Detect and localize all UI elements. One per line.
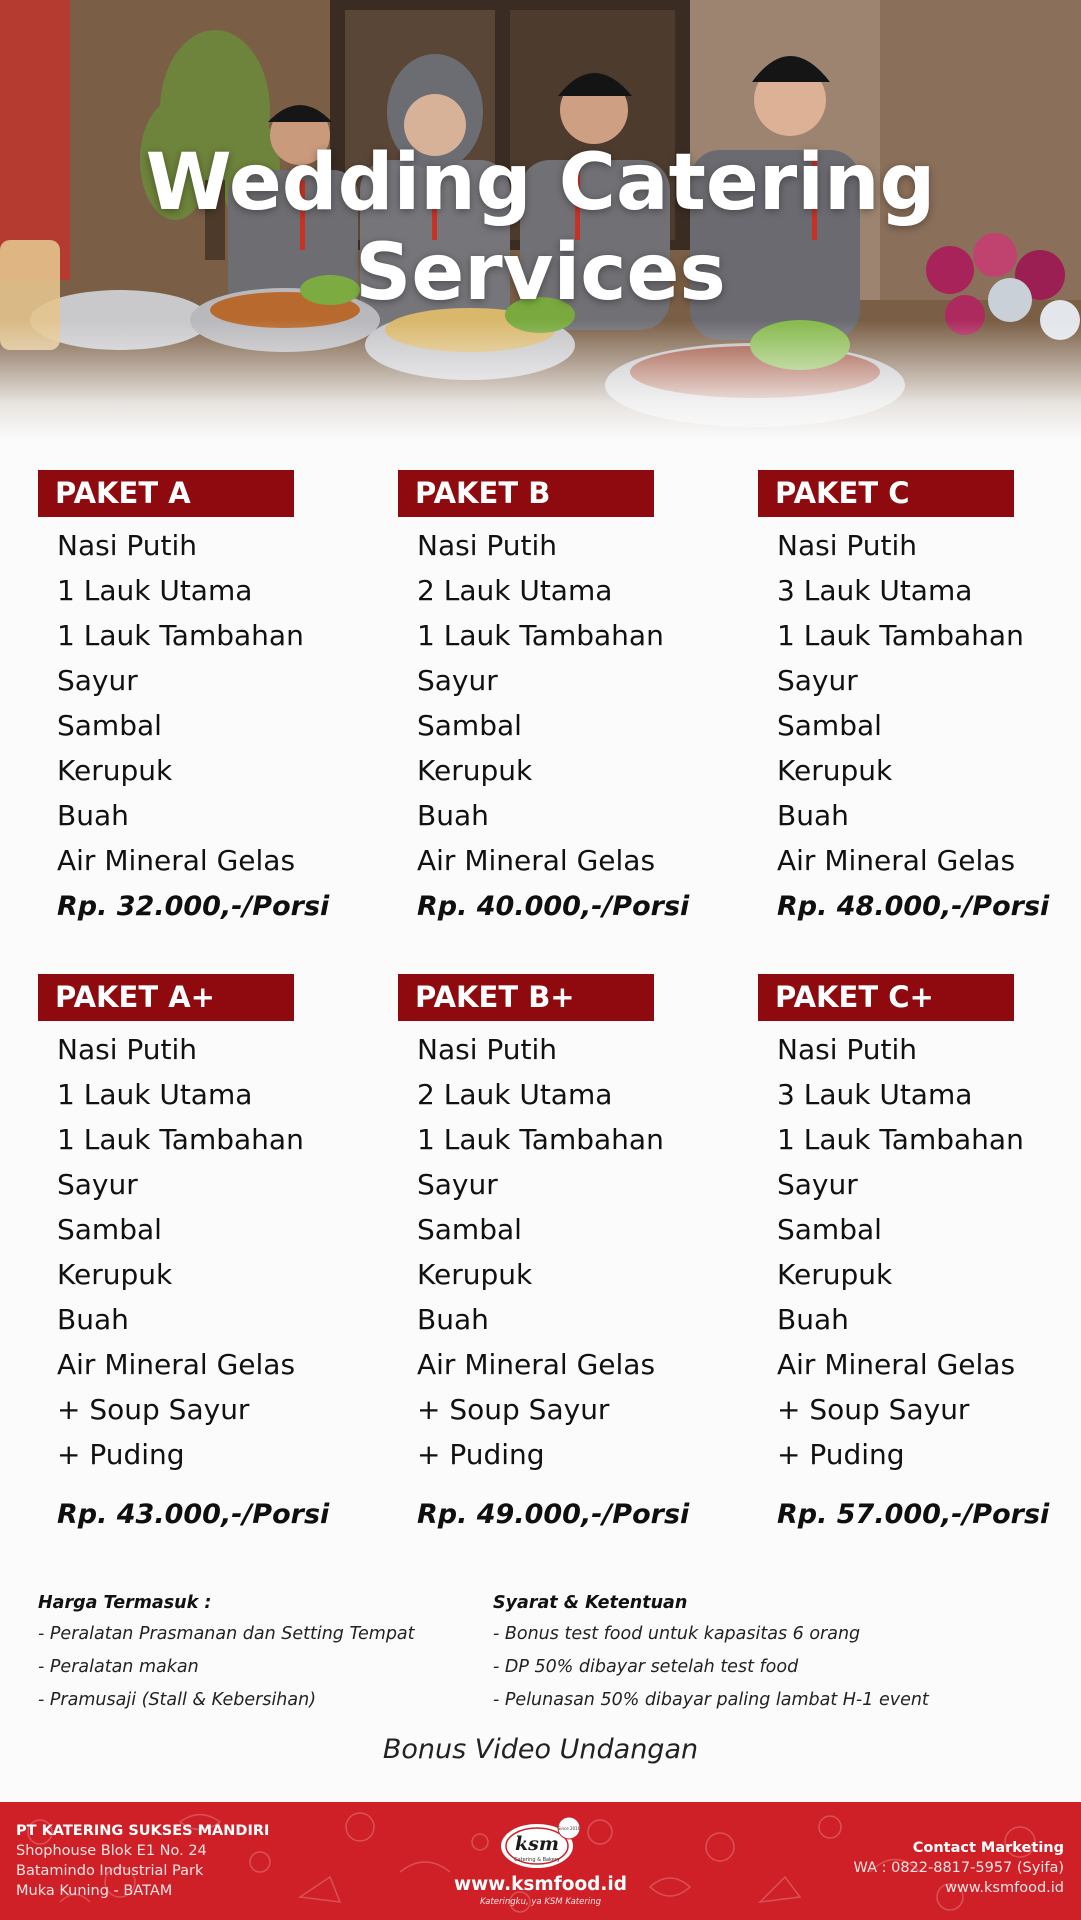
package-items <box>758 1027 1081 1477</box>
list-item: 1 Lauk Tambahan <box>57 619 304 652</box>
package-card-c-plus <box>758 974 1081 1530</box>
list-item: Buah <box>777 799 849 832</box>
list-item: Buah <box>417 1303 489 1336</box>
list-item: Sambal <box>777 1213 882 1246</box>
footer-website[interactable]: www.ksmfood.id <box>453 1874 628 1895</box>
list-item: Kerupuk <box>57 1258 173 1291</box>
list-item: Sambal <box>57 1213 162 1246</box>
list-item: 1 Lauk Utama <box>57 574 253 607</box>
list-item: 3 Lauk Utama <box>777 1078 973 1111</box>
list-item: Sambal <box>57 709 162 742</box>
list-item: Sambal <box>417 709 522 742</box>
list-item: Air Mineral Gelas <box>57 1348 296 1381</box>
list-item: Nasi Putih <box>417 529 558 562</box>
list-item: Kerupuk <box>417 754 533 787</box>
package-title: PAKET A <box>38 470 294 517</box>
svg-text:ksm: ksm <box>514 1833 559 1855</box>
contact-info <box>854 1838 1064 1898</box>
list-item: Sambal <box>777 709 882 742</box>
list-item: Sayur <box>777 1168 858 1201</box>
list-item: Kerupuk <box>57 754 173 787</box>
package-items <box>398 523 728 883</box>
terms-item: - Bonus test food untuk kapasitas 6 orang <box>493 1624 861 1644</box>
hero-title <box>0 138 1081 318</box>
package-card-a-plus <box>38 974 368 1530</box>
terms-title: Syarat & Ketentuan <box>493 1593 688 1613</box>
list-item: 1 Lauk Tambahan <box>777 619 1024 652</box>
svg-text:Catering & Bakery: Catering & Bakery <box>513 1857 560 1863</box>
list-item: + Puding <box>417 1438 545 1471</box>
list-item: Nasi Putih <box>417 1033 558 1066</box>
list-item: + Soup Sayur <box>417 1393 610 1426</box>
package-items <box>758 523 1081 883</box>
list-item: 2 Lauk Utama <box>417 1078 613 1111</box>
list-item: Nasi Putih <box>777 1033 918 1066</box>
ksm-logo <box>495 1814 587 1872</box>
list-item: Nasi Putih <box>777 529 918 562</box>
brand-block <box>440 1814 641 1907</box>
list-item: Sayur <box>777 664 858 697</box>
package-card-b <box>398 470 728 922</box>
included-item: - Pramusaji (Stall & Kebersihan) <box>38 1690 317 1710</box>
hero-banner <box>0 0 1081 440</box>
package-title: PAKET B <box>398 470 654 517</box>
company-info <box>16 1821 269 1901</box>
hero-title-line1: Wedding Catering <box>145 138 936 228</box>
contact-title: Contact Marketing <box>912 1840 1064 1856</box>
included-item: - Peralatan Prasmanan dan Setting Tempat <box>38 1624 415 1644</box>
svg-text:Since 2016: Since 2016 <box>557 1826 580 1831</box>
hero-fade <box>0 320 1081 440</box>
list-item: Sayur <box>417 664 498 697</box>
address-line: Muka Kuning - BATAM <box>16 1883 173 1899</box>
package-items <box>38 1027 368 1477</box>
list-item: Air Mineral Gelas <box>777 1348 1016 1381</box>
list-item: Kerupuk <box>777 1258 893 1291</box>
package-price: Rp. 40.000,-/Porsi <box>417 891 690 922</box>
list-item: Buah <box>57 799 129 832</box>
package-card-c <box>758 470 1081 922</box>
package-items <box>38 523 368 883</box>
list-item: 1 Lauk Tambahan <box>417 619 664 652</box>
included-section <box>38 1588 415 1717</box>
list-item: + Puding <box>57 1438 185 1471</box>
package-title: PAKET A+ <box>38 974 294 1021</box>
list-item: Sayur <box>417 1168 498 1201</box>
package-title: PAKET C <box>758 470 1014 517</box>
list-item: Air Mineral Gelas <box>417 844 656 877</box>
list-item: 3 Lauk Utama <box>777 574 973 607</box>
included-item: - Peralatan makan <box>38 1657 199 1677</box>
list-item: 1 Lauk Tambahan <box>777 1123 1024 1156</box>
package-title: PAKET B+ <box>398 974 654 1021</box>
bonus-text: Bonus Video Undangan <box>382 1734 699 1765</box>
contact-whatsapp[interactable]: WA : 0822-8817-5957 (Syifa) <box>853 1860 1064 1876</box>
list-item: Nasi Putih <box>57 1033 198 1066</box>
package-price: Rp. 49.000,-/Porsi <box>417 1499 690 1530</box>
list-item: Sayur <box>57 664 138 697</box>
list-item: Sambal <box>417 1213 522 1246</box>
terms-item: - Pelunasan 50% dibayar paling lambat H-1 event <box>493 1690 929 1710</box>
company-name: PT KATERING SUKSES MANDIRI <box>16 1823 270 1839</box>
list-item: Kerupuk <box>777 754 893 787</box>
package-card-b-plus <box>398 974 728 1530</box>
list-item: Buah <box>57 1303 129 1336</box>
package-price: Rp. 57.000,-/Porsi <box>777 1499 1050 1530</box>
list-item: Sayur <box>57 1168 138 1201</box>
package-card-a <box>38 470 368 922</box>
package-price: Rp. 48.000,-/Porsi <box>777 891 1050 922</box>
included-title: Harga Termasuk : <box>38 1593 212 1613</box>
package-items <box>398 1027 728 1477</box>
terms-section <box>493 1588 929 1717</box>
list-item: + Soup Sayur <box>57 1393 250 1426</box>
address-line: Shophouse Blok E1 No. 24 <box>16 1843 207 1859</box>
list-item: 1 Lauk Tambahan <box>417 1123 664 1156</box>
list-item: Nasi Putih <box>57 529 198 562</box>
list-item: 1 Lauk Utama <box>57 1078 253 1111</box>
footer <box>0 1802 1081 1920</box>
footer-tagline: Kateringku, ya KSM Katering <box>479 1897 602 1907</box>
hero-title-line2: Services <box>355 228 726 318</box>
list-item: Kerupuk <box>417 1258 533 1291</box>
list-item: Air Mineral Gelas <box>777 844 1016 877</box>
list-item: 1 Lauk Tambahan <box>57 1123 304 1156</box>
package-price: Rp. 32.000,-/Porsi <box>57 891 330 922</box>
package-title: PAKET C+ <box>758 974 1014 1021</box>
list-item: Air Mineral Gelas <box>417 1348 656 1381</box>
list-item: + Soup Sayur <box>777 1393 970 1426</box>
list-item: Buah <box>777 1303 849 1336</box>
address-line: Batamindo Industrial Park <box>16 1863 204 1879</box>
list-item: Air Mineral Gelas <box>57 844 296 877</box>
contact-website[interactable]: www.ksmfood.id <box>945 1880 1064 1896</box>
package-price: Rp. 43.000,-/Porsi <box>57 1499 330 1530</box>
terms-item: - DP 50% dibayar setelah test food <box>493 1657 799 1677</box>
list-item: 2 Lauk Utama <box>417 574 613 607</box>
list-item: Buah <box>417 799 489 832</box>
list-item: + Puding <box>777 1438 905 1471</box>
